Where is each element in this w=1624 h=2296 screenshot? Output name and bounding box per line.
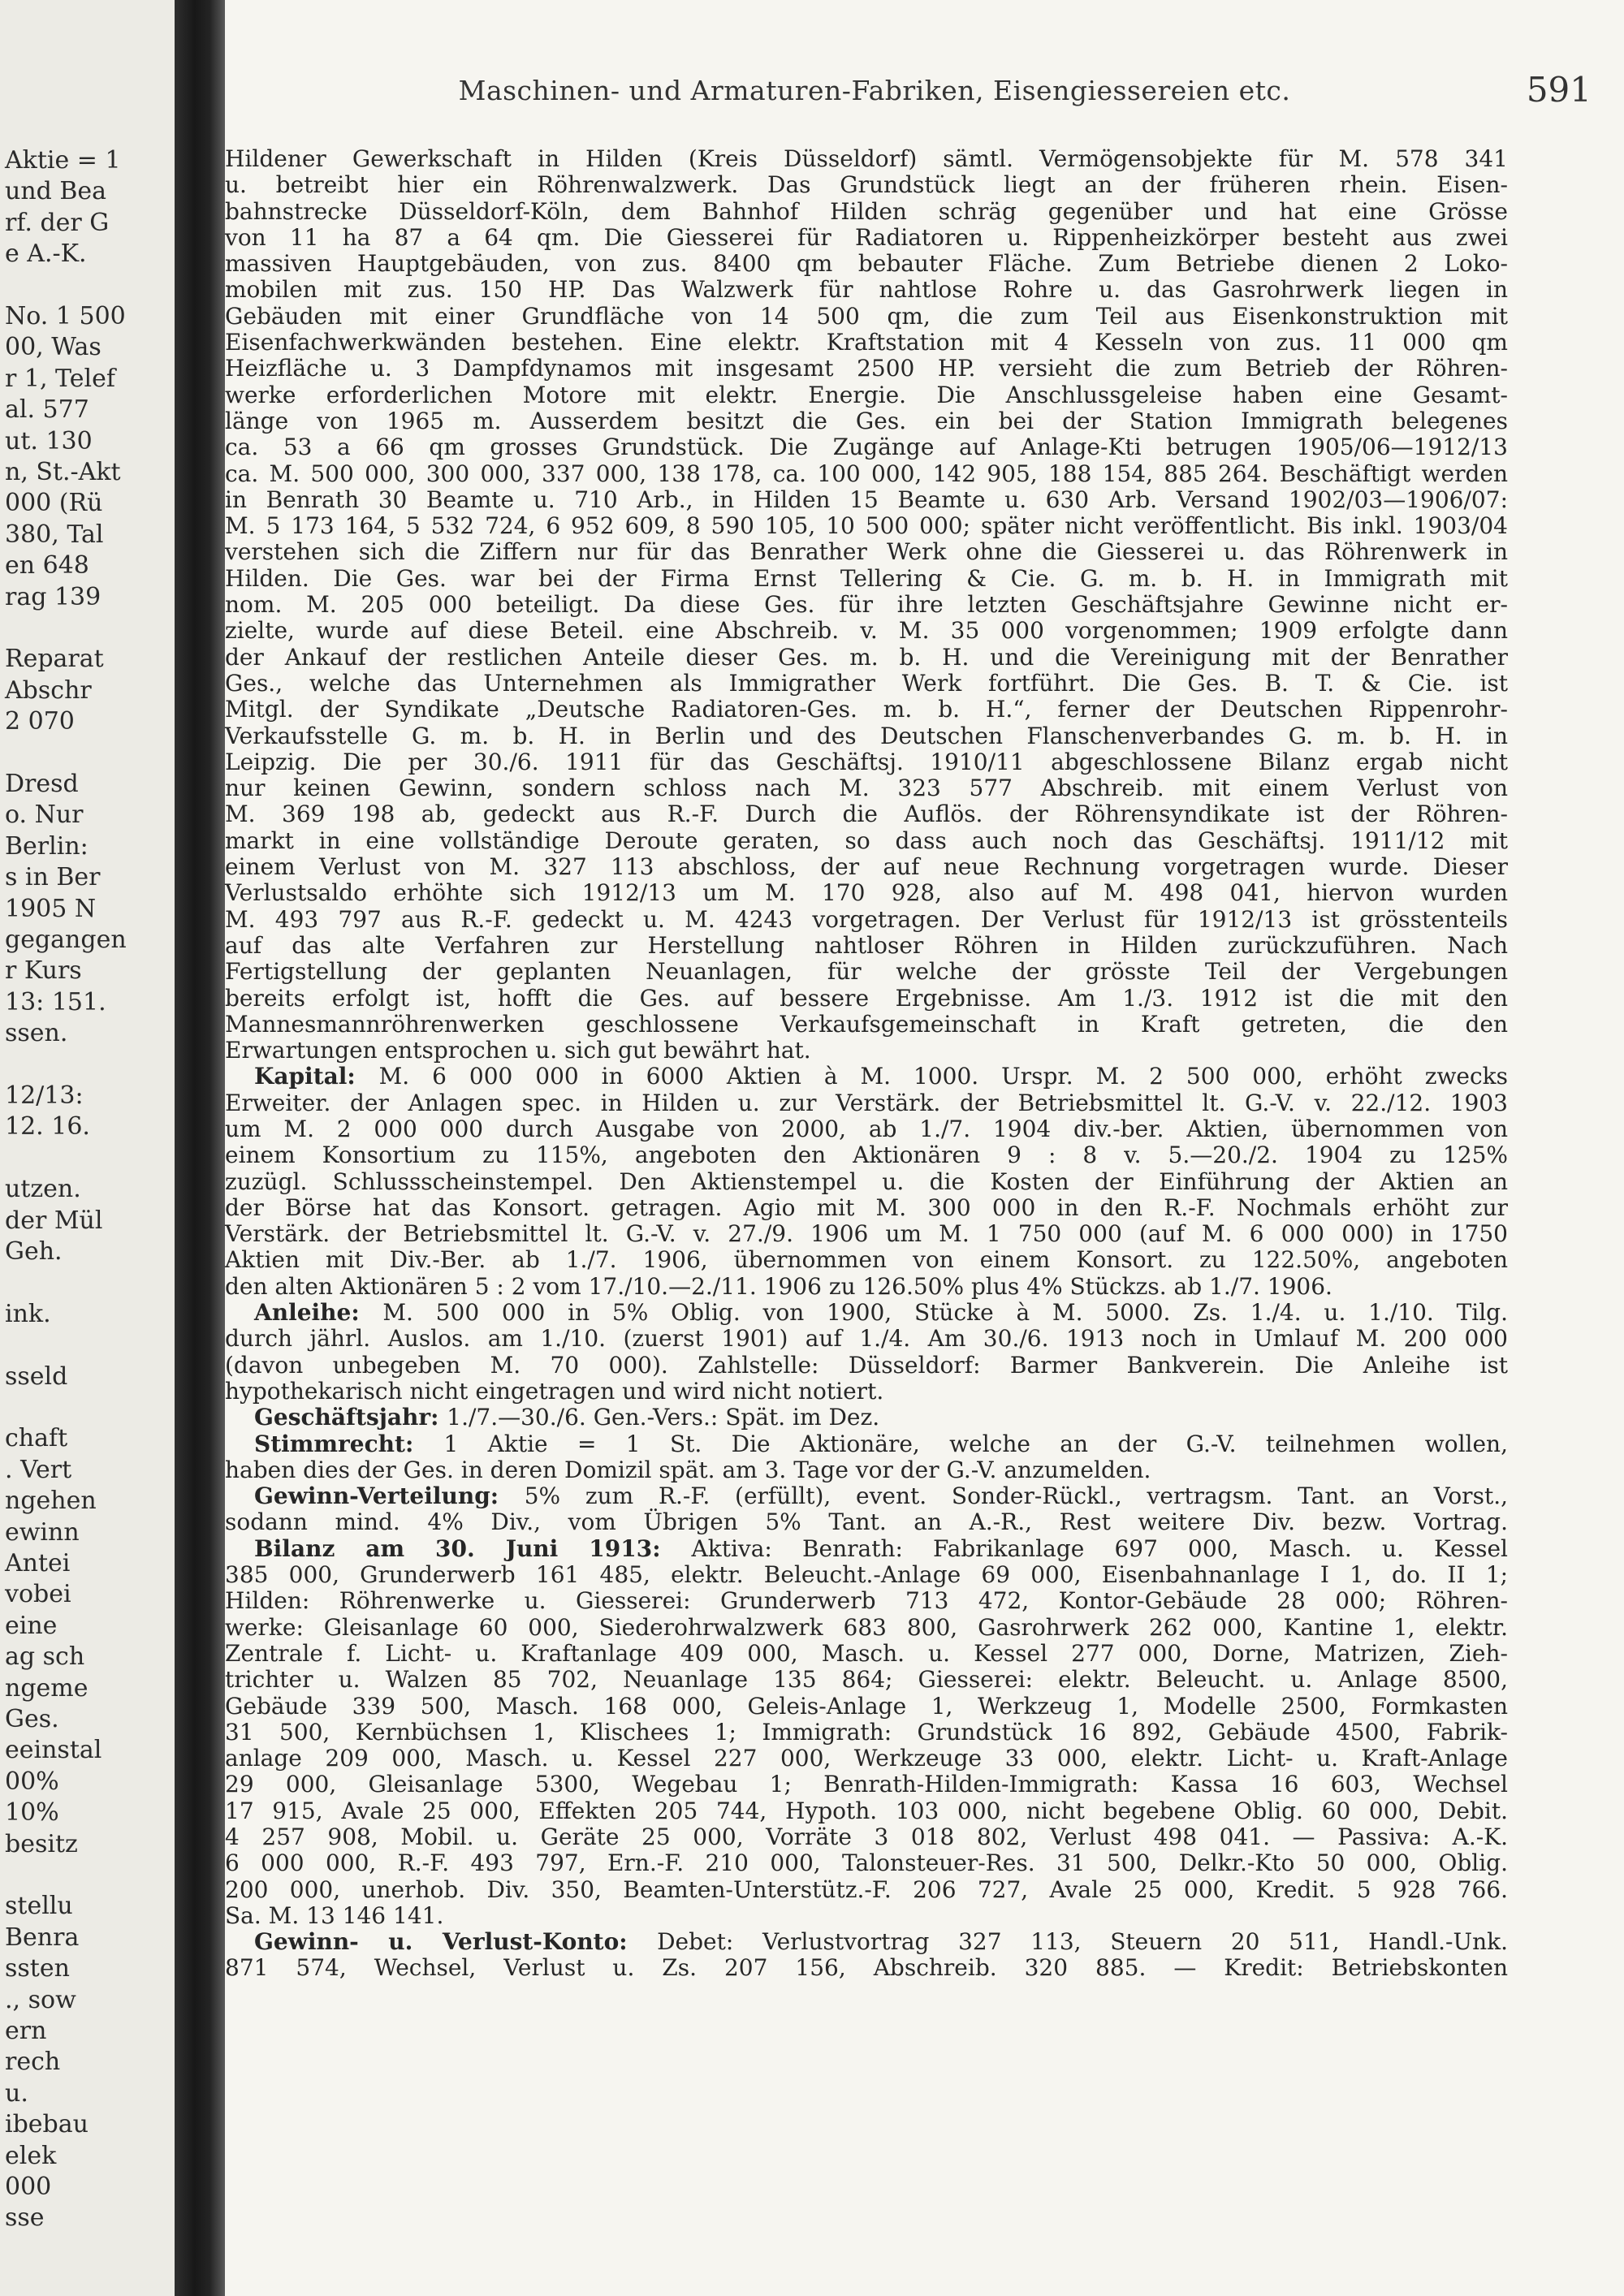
text-line	[225, 933, 1508, 959]
left-page-fragment: ngehen	[5, 1487, 97, 1516]
line-text: Erweiter. der Anlagen spec. in Hilden u. zur Verstärk. der Betriebsmittel lt. G.-V. v. 22./12. 1903	[225, 1089, 1508, 1116]
section-label: Geschäftsjahr:	[254, 1404, 447, 1431]
line-text: durch jährl. Auslos. am 1./10. (zuerst 1901) auf 1./4. Am 30./6. 1913 noch in Umlauf M. 200 000	[225, 1325, 1508, 1353]
section-label: Gewinn- u. Verlust-Konto:	[254, 1928, 658, 1956]
text-line	[225, 959, 1508, 985]
left-page-margin	[0, 0, 175, 2296]
text-line	[225, 1824, 1508, 1850]
left-page-fragment: Antei	[5, 1549, 71, 1577]
line-text: ca. 53 a 66 qm grosses Grundstück. Die Zugänge auf Anlage-Kti betrugen 1905/06—1912/13	[225, 434, 1508, 461]
text-line	[225, 1667, 1508, 1693]
line-text: 1 Aktie = 1 St. Die Aktionäre, welche an der G.-V. teilnehmen wollen,	[443, 1430, 1508, 1457]
section-label: Bilanz am 30. Juni 1913:	[254, 1534, 692, 1562]
line-text: 871 574, Wechsel, Verlust u. Zs. 207 156, Abschreib. 320 885. — Kredit: Betriebskonten	[225, 1954, 1508, 1982]
text-line	[225, 225, 1508, 251]
line-text: Aktien mit Div.-Ber. ab 1./7. 1906, übernommen von einem Konsort. zu 122.50%, angeboten	[225, 1246, 1508, 1274]
body-text	[225, 146, 1508, 1982]
line-text: Debet: Verlustvortrag 327 113, Steuern 20 511, Handl.-Unk.	[657, 1928, 1508, 1956]
text-line	[225, 199, 1508, 225]
line-text: Mannesmannröhrenwerken geschlossene Verkaufsgemeinschaft in Kraft getreten, die den	[225, 1010, 1508, 1038]
section-label: Gewinn-Verteilung:	[254, 1482, 525, 1510]
text-line	[225, 1588, 1508, 1614]
book-gutter	[175, 0, 225, 2296]
line-text: auf das alte Verfahren zur Herstellung nahtloser Röhren in Hilden zurückzuführen. Nach	[225, 931, 1508, 959]
left-page-fragment: 13: 151.	[5, 987, 106, 1016]
text-line	[225, 723, 1508, 749]
left-page-fragment: besitz	[5, 1829, 78, 1858]
text-line	[225, 1221, 1508, 1247]
line-text: 6 000 000, R.-F. 493 797, Ern.-F. 210 000, Talonsteuer-Res. 31 500, Delkr.-Kto 50 000, Oblig.	[225, 1849, 1508, 1877]
line-text: verstehen sich die Ziffern nur für das Benrather Werk ohne die Giesserei u. das Röhrenwerk in	[225, 538, 1508, 566]
left-page-fragment: al. 577	[5, 395, 89, 425]
text-line	[225, 1955, 1508, 1981]
section-label: Anleihe:	[254, 1299, 383, 1327]
left-page-fragment: eine	[5, 1611, 58, 1640]
text-line	[225, 487, 1508, 513]
line-text: 31 500, Kernbüchsen 1, Klischees 1; Immigrath: Grundstück 16 892, Gebäude 4500, Fabrik-	[225, 1718, 1508, 1746]
left-page-fragment: ink.	[5, 1299, 51, 1328]
left-page-fragment: utzen.	[5, 1175, 81, 1204]
line-text: 385 000, Grunderwerb 161 485, elektr. Beleucht.-Anlage 69 000, Eisenbahnanlage I 1, do. II 1;	[225, 1561, 1508, 1589]
line-text: 200 000, unerhob. Div. 350, Beamten-Unterstütz.-F. 206 727, Avale 25 000, Kredit. 5 928 766.	[225, 1875, 1508, 1903]
left-page-fragment: 380, Tal	[5, 520, 104, 549]
text-line	[225, 907, 1508, 933]
line-text: um M. 2 000 000 durch Ausgabe von 2000, ab 1./7. 1904 div.-ber. Aktien, übernommen von	[225, 1115, 1508, 1142]
text-line	[225, 880, 1508, 906]
line-text: mobilen mit zus. 150 HP. Das Walzwerk für nahtlose Rohre u. das Gasrohrwerk liegen in	[225, 276, 1508, 304]
text-line	[225, 1798, 1508, 1824]
line-text: trichter u. Walzen 85 702, Neuanlage 135 864; Giesserei: elektr. Beleucht. u. Anlage 8500,	[225, 1666, 1508, 1694]
line-text: Sa. M. 13 146 141.	[225, 1901, 444, 1929]
line-text: 5% zum R.-F. (erfüllt), event. Sonder-Rückl., vertragsm. Tant. an Vorst.,	[524, 1482, 1508, 1510]
line-text: Mitgl. der Syndikate „Deutsche Radiatoren-Ges. m. b. H.“, ferner der Deutschen Rippenrohr-	[225, 696, 1508, 723]
line-text: ca. M. 500 000, 300 000, 337 000, 138 178, ca. 100 000, 142 905, 188 154, 885 264. Beschäftigt werden	[225, 460, 1508, 487]
left-page-fragment: Ges.	[5, 1705, 59, 1733]
line-text: Verlustsaldo erhöhte sich 1912/13 um M. 170 928, also auf M. 498 041, hiervon wurden	[225, 879, 1508, 907]
text-line	[225, 1615, 1508, 1641]
text-line	[225, 1929, 1508, 1955]
line-text: Gebäude 339 500, Masch. 168 000, Geleis-Anlage 1, Werkzeug 1, Modelle 2500, Formkasten	[225, 1692, 1508, 1720]
line-text: Hilden. Die Ges. war bei der Firma Ernst Tellering & Cie. G. m. b. H. in Immigrath mit	[225, 564, 1508, 592]
line-text: hypothekarisch nicht eingetragen und wird nicht notiert.	[225, 1377, 884, 1405]
left-page-fragment: eeinstal	[5, 1736, 102, 1765]
text-line	[225, 592, 1508, 618]
text-line	[225, 1169, 1508, 1195]
line-text: M. 5 173 164, 5 532 724, 6 952 609, 8 590 105, 10 500 000; später nicht veröffentlicht. Bis inkl. 1903/04	[225, 512, 1508, 540]
line-text: werke: Gleisanlage 60 000, Siederohrwalzwerk 683 800, Gasrohrwerk 262 000, Kantine 1, elektr.	[225, 1613, 1508, 1641]
line-text: der Ankauf der restlichen Anteile dieser Ges. m. b. H. und die Vereinigung mit der Benrather	[225, 643, 1508, 671]
left-page-fragment: r Kurs	[5, 956, 82, 986]
line-text: bahnstrecke Düsseldorf-Köln, dem Bahnhof Hilden schräg gegenüber und hat eine Grösse	[225, 197, 1508, 225]
left-page-fragment: 00%	[5, 1767, 59, 1796]
left-page-fragment: elek	[5, 2141, 57, 2170]
line-text: M. 500 000 in 5% Oblig. von 1900, Stücke à M. 5000. Zs. 1./4. u. 1./10. Tilg.	[382, 1299, 1509, 1327]
line-text: M. 6 000 000 in 6000 Aktien à M. 1000. Urspr. M. 2 500 000, erhöht zwecks	[378, 1063, 1508, 1090]
text-line	[225, 1720, 1508, 1746]
left-page-fragment: vobei	[5, 1580, 71, 1609]
line-text: Leipzig. Die per 30./6. 1911 für das Geschäftsj. 1910/11 abgeschlossene Bilanz ergab nicht	[225, 748, 1508, 775]
text-line	[225, 1012, 1508, 1038]
text-line	[225, 1090, 1508, 1116]
line-text: 1./7.—30./6. Gen.-Vers.: Spät. im Dez.	[447, 1404, 880, 1431]
text-line	[225, 828, 1508, 854]
left-page-fragment: rag 139	[5, 582, 102, 611]
line-text: u. betreibt hier ein Röhrenwalzwerk. Das Grundstück liegt an der früheren rhein. Eisen-	[225, 171, 1508, 199]
left-page-fragment: 10%	[5, 1798, 59, 1828]
text-line	[225, 172, 1508, 198]
text-line	[225, 1274, 1508, 1300]
left-page-fragment: ut. 130	[5, 426, 93, 455]
text-line	[225, 1353, 1508, 1379]
left-page-fragment: 00, Was	[5, 333, 102, 362]
text-line	[225, 1772, 1508, 1798]
left-page-fragment: rf. der G	[5, 208, 110, 237]
section-label: Stimmrecht:	[254, 1430, 444, 1457]
right-page	[225, 0, 1624, 2296]
text-line	[225, 1457, 1508, 1483]
left-page-fragment: 2 070	[5, 707, 75, 736]
left-page-fragment: Reparat	[5, 645, 104, 674]
left-page-fragment: Dresd	[5, 770, 79, 798]
text-line	[225, 1326, 1508, 1352]
line-text: Erwartungen entsprochen u. sich gut bewährt hat.	[225, 1037, 811, 1064]
text-line	[225, 1379, 1508, 1405]
left-page-fragment: Geh.	[5, 1237, 63, 1266]
line-text: massiven Hauptgebäuden, von zus. 8400 qm bebauter Fläche. Zum Betriebe dienen 2 Loko-	[225, 250, 1508, 278]
text-line	[225, 1064, 1508, 1090]
line-text: Fertigstellung der geplanten Neuanlagen, für welche der grösste Teil der Vergebungen	[225, 958, 1508, 986]
left-page-fragment: Berlin:	[5, 831, 89, 861]
left-page-fragment: sseld	[5, 1362, 68, 1391]
left-page-fragment: ngeme	[5, 1673, 89, 1703]
left-page-fragment: ssten	[5, 1954, 70, 1983]
page-number: 591	[1526, 70, 1592, 110]
left-page-fragment: sse	[5, 2203, 45, 2233]
left-page-fragment: ibebau	[5, 2110, 89, 2139]
left-page-fragment: ., sow	[5, 1985, 76, 2014]
line-text: Aktiva: Benrath: Fabrikanlage 697 000, Masch. u. Kessel	[691, 1534, 1508, 1562]
text-line	[225, 671, 1508, 697]
text-line	[225, 408, 1508, 434]
line-text: markt in eine vollständige Deroute geraten, so dass auch noch das Geschäftsj. 1911/12 mit	[225, 826, 1508, 854]
text-line	[225, 382, 1508, 408]
left-page-fragment: chaft	[5, 1424, 68, 1453]
text-line	[225, 1746, 1508, 1772]
text-line	[225, 645, 1508, 671]
line-text: haben dies der Ges. in deren Domizil spät. am 3. Tage vor der G.-V. anzumelden.	[225, 1456, 1151, 1483]
text-line	[225, 251, 1508, 277]
text-line	[225, 1405, 1508, 1431]
text-line	[225, 1694, 1508, 1720]
text-line	[225, 749, 1508, 775]
text-line	[225, 697, 1508, 723]
left-page-fragment: stellu	[5, 1892, 73, 1921]
left-page-fragment: u.	[5, 2078, 28, 2108]
line-text: (davon unbegeben M. 70 000). Zahlstelle: Düsseldorf: Barmer Bankverein. Die Anleihe ist	[225, 1351, 1508, 1379]
line-text: 17 915, Avale 25 000, Effekten 205 744, Hypoth. 103 000, nicht begebene Oblig. 60 000, Debit.	[225, 1797, 1508, 1824]
text-line	[225, 461, 1508, 487]
left-page-fragment: r 1, Telef	[5, 364, 115, 393]
text-line	[225, 1195, 1508, 1221]
line-text: Hilden: Röhrenwerke u. Giesserei: Grunderwerb 713 472, Kontor-Gebäude 28 000; Röhren-	[225, 1587, 1508, 1615]
left-page-fragment: der Mül	[5, 1206, 103, 1235]
line-text: werke erforderlichen Motore mit elektr. Energie. Die Anschlussgeleise haben eine Gesamt-	[225, 381, 1508, 408]
line-text: Zentrale f. Licht- u. Kraftanlage 409 000, Masch. u. Kessel 277 000, Dorne, Matrizen, Zieh-	[225, 1639, 1508, 1667]
line-text: Eisenfachwerkwänden bestehen. Eine elektr. Kraftstation mit 4 Kesseln von zus. 11 000 qm	[225, 329, 1508, 356]
text-line	[225, 539, 1508, 565]
text-line	[225, 566, 1508, 592]
line-text: länge von 1965 m. Ausserdem besitzt die Ges. ein bei der Station Immigrath belegenes	[225, 407, 1508, 434]
text-line	[225, 513, 1508, 539]
left-page-fragment: 12. 16.	[5, 1112, 90, 1142]
text-line	[225, 304, 1508, 330]
line-text: nur keinen Gewinn, sondern schloss nach M. 323 577 Abschreib. mit einem Verlust von	[225, 775, 1508, 802]
text-line	[225, 1509, 1508, 1535]
left-page-fragment: ag sch	[5, 1642, 85, 1672]
text-line	[225, 1142, 1508, 1168]
line-text: in Benrath 30 Beamte u. 710 Arb., in Hilden 15 Beamte u. 630 Arb. Versand 1902/03—1906/07:	[225, 486, 1508, 513]
text-line	[225, 434, 1508, 460]
left-page-fragment: gegangen	[5, 926, 127, 954]
left-page-fragment: ewinn	[5, 1517, 80, 1547]
left-page-fragment: ern	[5, 2017, 47, 2045]
line-text: nom. M. 205 000 beteiligt. Da diese Ges. für ihre letzten Geschäftsjahre Gewinne nicht er-	[225, 591, 1508, 619]
text-line	[225, 277, 1508, 303]
left-page-fragment: . Vert	[5, 1455, 72, 1484]
left-page-fragment: Aktie = 1	[5, 146, 121, 175]
text-line	[225, 854, 1508, 880]
line-text: von 11 ha 87 a 64 qm. Die Giesserei für Radiatoren u. Rippenheizkörper besteht aus zwei	[225, 223, 1508, 251]
line-text: der Börse hat das Konsort. getragen. Agio mit M. 300 000 in den R.-F. Nochmals erhöht zur	[225, 1193, 1508, 1221]
line-text: Ges., welche das Unternehmen als Immigrather Werk fortführt. Die Ges. B. T. & Cie. ist	[225, 669, 1508, 697]
line-text: einem Konsortium zu 115%, angeboten den Aktionären 9 : 8 v. 5.—20./2. 1904 zu 125%	[225, 1142, 1508, 1169]
line-text: bereits erfolgt ist, hofft die Ges. auf bessere Ergebnisse. Am 1./3. 1912 ist die mit den	[225, 984, 1508, 1012]
left-page-fragment: o. Nur	[5, 801, 84, 830]
text-line	[225, 801, 1508, 827]
line-text: den alten Aktionären 5 : 2 vom 17./10.—2./11. 1906 zu 126.50% plus 4% Stückzs. ab 1./7. 1906.	[225, 1272, 1332, 1300]
text-line	[225, 356, 1508, 382]
left-page-fragment: 000 (Rü	[5, 489, 103, 518]
text-line	[225, 1038, 1508, 1064]
line-text: Hildener Gewerkschaft in Hilden (Kreis Düsseldorf) sämtl. Vermögensobjekte für M. 578 341	[225, 145, 1508, 172]
left-page-fragment: 000	[5, 2173, 52, 2201]
line-text: Verstärk. der Betriebsmittel lt. G.-V. v. 27./9. 1906 um M. 1 750 000 (auf M. 6 000 000) in 1750	[225, 1220, 1508, 1248]
left-page-fragment: Abschr	[5, 675, 92, 705]
line-text: sodann mind. 4% Div., vom Übrigen 5% Tant. an A.-R., Rest weitere Div. bezw. Vortrag.	[225, 1508, 1508, 1536]
left-page-fragment: n, St.-Akt	[5, 458, 121, 486]
text-line	[225, 1300, 1508, 1326]
text-line	[225, 1903, 1508, 1929]
line-text: anlage 209 000, Masch. u. Kessel 227 000, Werkzeuge 33 000, elektr. Licht- u. Kraft-Anlage	[225, 1745, 1508, 1772]
line-text: einem Verlust von M. 327 113 abschloss, der auf neue Rechnung vorgetragen wurde. Dieser	[225, 853, 1508, 881]
left-page-fragment: s in Ber	[5, 863, 101, 892]
left-page-fragment: 1905 N	[5, 894, 97, 923]
left-page-fragment: und Bea	[5, 177, 107, 206]
text-line	[225, 146, 1508, 172]
text-line	[225, 1562, 1508, 1588]
running-header: Maschinen- und Armaturen-Fabriken, Eisengiessereien etc.	[458, 75, 1291, 106]
text-line	[225, 1431, 1508, 1457]
left-page-fragment: Benra	[5, 1923, 80, 1952]
text-line	[225, 1877, 1508, 1903]
left-page-fragment: 12/13:	[5, 1081, 84, 1110]
line-text: 4 257 908, Mobil. u. Geräte 25 000, Vorräte 3 018 802, Verlust 498 041. — Passiva: A.-K.	[225, 1823, 1508, 1850]
text-line	[225, 1850, 1508, 1876]
left-page-fragment: e A.-K.	[5, 240, 87, 269]
text-line	[225, 1536, 1508, 1562]
text-line	[225, 1483, 1508, 1509]
left-page-fragment: No. 1 500	[5, 302, 126, 330]
left-page-fragment: ssen.	[5, 1019, 68, 1048]
left-page-fragment: en 648	[5, 551, 89, 580]
text-line	[225, 618, 1508, 644]
section-label: Kapital:	[254, 1063, 379, 1090]
line-text: 29 000, Gleisanlage 5300, Wegebau 1; Benrath-Hilden-Immigrath: Kassa 16 603, Wechsel	[225, 1771, 1508, 1798]
line-text: zielte, wurde auf diese Beteil. eine Abschreib. v. M. 35 000 vorgenommen; 1909 erfolgte dann	[225, 617, 1508, 645]
text-line	[225, 775, 1508, 801]
text-line	[225, 1641, 1508, 1667]
text-line	[225, 986, 1508, 1012]
text-line	[225, 1247, 1508, 1273]
line-text: M. 369 198 ab, gedeckt aus R.-F. Durch die Auflös. der Röhrensyndikate ist der Röhren-	[225, 801, 1508, 828]
line-text: zuzügl. Schlussscheinstempel. Den Aktienstempel u. die Kosten der Einführung der Aktien an	[225, 1167, 1508, 1195]
left-page-fragment: rech	[5, 2048, 61, 2077]
text-line	[225, 330, 1508, 356]
line-text: Verkaufsstelle G. m. b. H. in Berlin und des Deutschen Flanschenverbandes G. m. b. H. in	[225, 722, 1508, 749]
line-text: Gebäuden mit einer Grundfläche von 14 500 qm, die zum Teil aus Eisenkonstruktion mit	[225, 302, 1508, 330]
line-text: M. 493 797 aus R.-F. gedeckt u. M. 4243 vorgetragen. Der Verlust für 1912/13 ist grösstenteils	[225, 905, 1508, 933]
text-line	[225, 1116, 1508, 1142]
line-text: Heizfläche u. 3 Dampfdynamos mit insgesamt 2500 HP. versieht die zum Betrieb der Röhren-	[225, 355, 1508, 382]
